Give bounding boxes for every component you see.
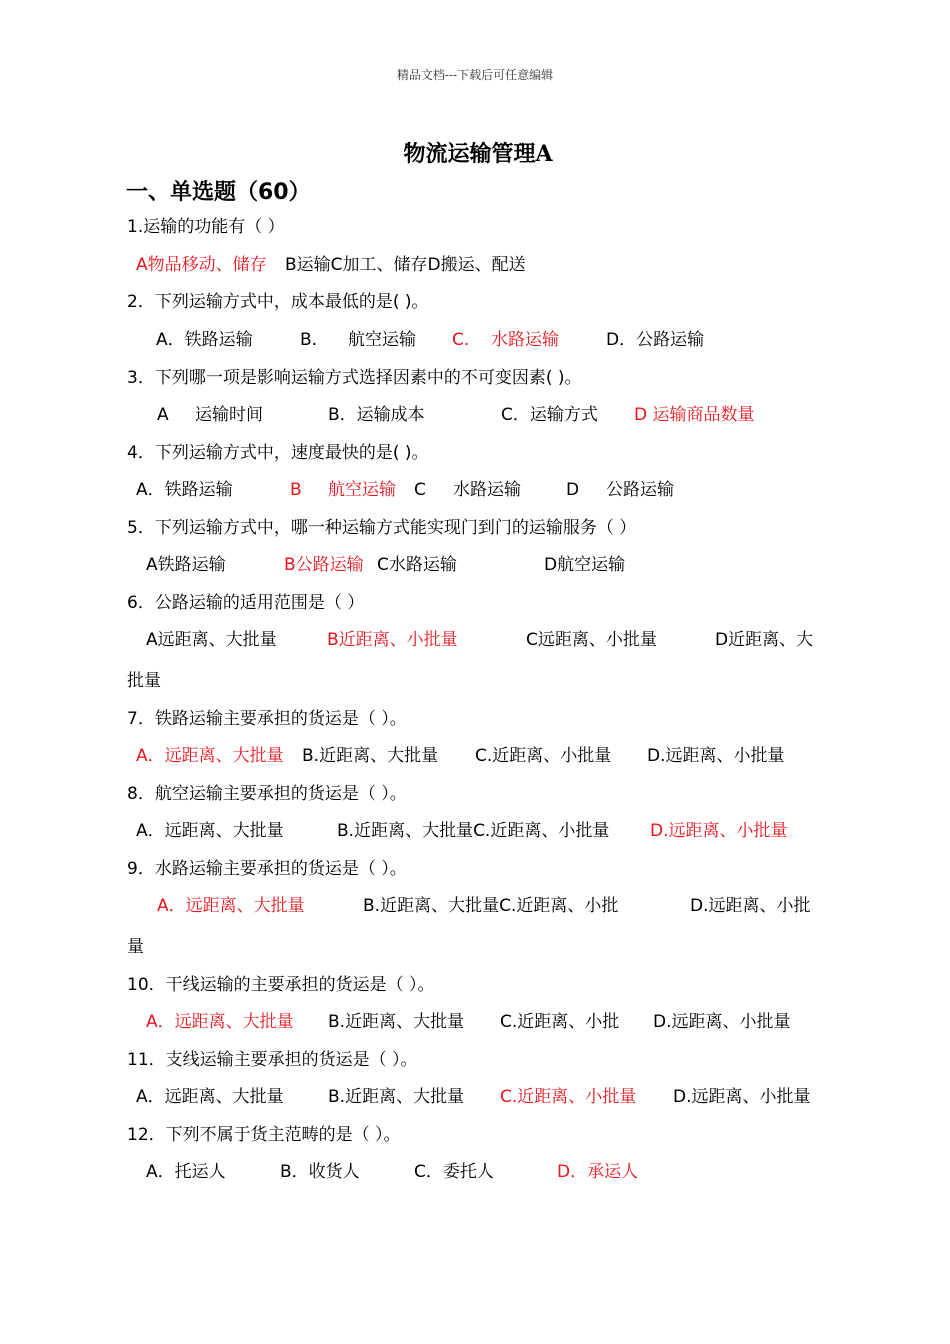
question-10: 10．干线运输的主要承担的货运是（ ）。 [127,975,435,995]
q9-options-bc: B.近距离、大批量C.近距离、小批 [363,896,619,916]
q5-answer: B公路运输 [284,555,364,575]
q9-option-d: D.远距离、小批 [690,896,811,916]
q2-answer: 水路运输 [491,330,559,350]
question-8: 8．航空运输主要承担的货运是（ ）。 [127,784,407,804]
q3-option-c: C．运输方式 [501,405,598,425]
q12-option-c: C．委托人 [414,1162,494,1182]
q12-answer: D．承运人 [557,1162,639,1182]
q4-option-c: 水路运输 [453,480,521,500]
question-2: 2．下列运输方式中，成本最低的是( )。 [127,292,429,312]
q6-option-c: C远距离、小批量 [526,630,657,650]
q7-option-d: D.远距离、小批量 [647,746,785,766]
q3-option-a-letter: A [157,405,169,425]
q10-option-d: D.远距离、小批量 [653,1012,791,1032]
q7-answer: A．远距离、大批量 [136,746,284,766]
q11-option-d: D.远距离、小批量 [673,1087,811,1107]
q5-option-a: A铁路运输 [146,555,226,575]
q9-answer: A．远距离、大批量 [157,896,305,916]
q2-option-d: D．公路运输 [606,330,705,350]
section-heading: 一、单选题（60） [126,180,311,205]
q10-option-b: B.近距离、大批量 [328,1012,465,1032]
q3-option-a: 运输时间 [195,405,263,425]
question-6: 6．公路运输的适用范围是（ ） [127,593,365,613]
q3-option-b: B．运输成本 [328,405,425,425]
q10-option-c: C.近距离、小批 [500,1012,620,1032]
q10-answer: A．远距离、大批量 [146,1012,294,1032]
q4-option-d-letter: D [566,480,580,500]
q3-answer: D 运输商品数量 [634,405,755,425]
q11-option-a: A．远距离、大批量 [136,1087,284,1107]
q12-option-a: A．托运人 [146,1162,226,1182]
q1-answer: A物品移动、储存 [136,255,267,275]
q4-answer: 航空运输 [328,480,396,500]
q2-option-b: 航空运输 [348,330,416,350]
q8-answer: D.远距离、小批量 [650,821,788,841]
question-1: 1.运输的功能有（ ） [127,217,285,237]
q4-answer-letter: B [290,480,302,500]
q6-answer: B近距离、小批量 [327,630,458,650]
question-4: 4．下列运输方式中，速度最快的是( )。 [127,443,429,463]
q8-options-bc: B.近距离、大批量C.近距离、小批量 [337,821,610,841]
q4-option-d: 公路运输 [606,480,674,500]
q7-option-b: B.近距离、大批量 [302,746,439,766]
question-12: 12．下列不属于货主范畴的是（ ）。 [127,1125,401,1145]
question-3: 3．下列哪一项是影响运输方式选择因素中的不可变因素( )。 [127,368,582,388]
q2-answer-letter: C. [452,330,470,350]
q2-option-b-letter: B. [300,330,318,350]
q4-option-c-letter: C [414,480,426,500]
q11-answer: C.近距离、小批量 [500,1087,637,1107]
q9-option-d-wrap: 量 [127,937,144,957]
q6-option-d-wrap: 批量 [127,671,161,691]
question-5: 5．下列运输方式中，哪一种运输方式能实现门到门的运输服务（ ） [127,518,637,538]
q2-option-a: A．铁路运输 [156,330,253,350]
document-title: 物流运输管理A [403,141,553,167]
page-header: 精品文档---下载后可任意编辑 [396,68,554,82]
q5-option-c: C水路运输 [377,555,457,575]
q11-option-b: B.近距离、大批量 [328,1087,465,1107]
q8-option-a: A．远距离、大批量 [136,821,284,841]
q4-option-a: A．铁路运输 [136,480,233,500]
question-11: 11．支线运输主要承担的货运是（ ）。 [127,1050,418,1070]
question-9: 9．水路运输主要承担的货运是（ ）。 [127,859,407,879]
q1-options: B运输C加工、储存D搬运、配送 [285,255,526,275]
q6-option-a: A远距离、大批量 [146,630,277,650]
q5-option-d: D航空运输 [544,555,626,575]
q7-option-c: C.近距离、小批量 [475,746,612,766]
q6-option-d: D近距离、大 [715,630,814,650]
question-7: 7．铁路运输主要承担的货运是（ ）。 [127,709,407,729]
q12-option-b: B．收货人 [280,1162,360,1182]
